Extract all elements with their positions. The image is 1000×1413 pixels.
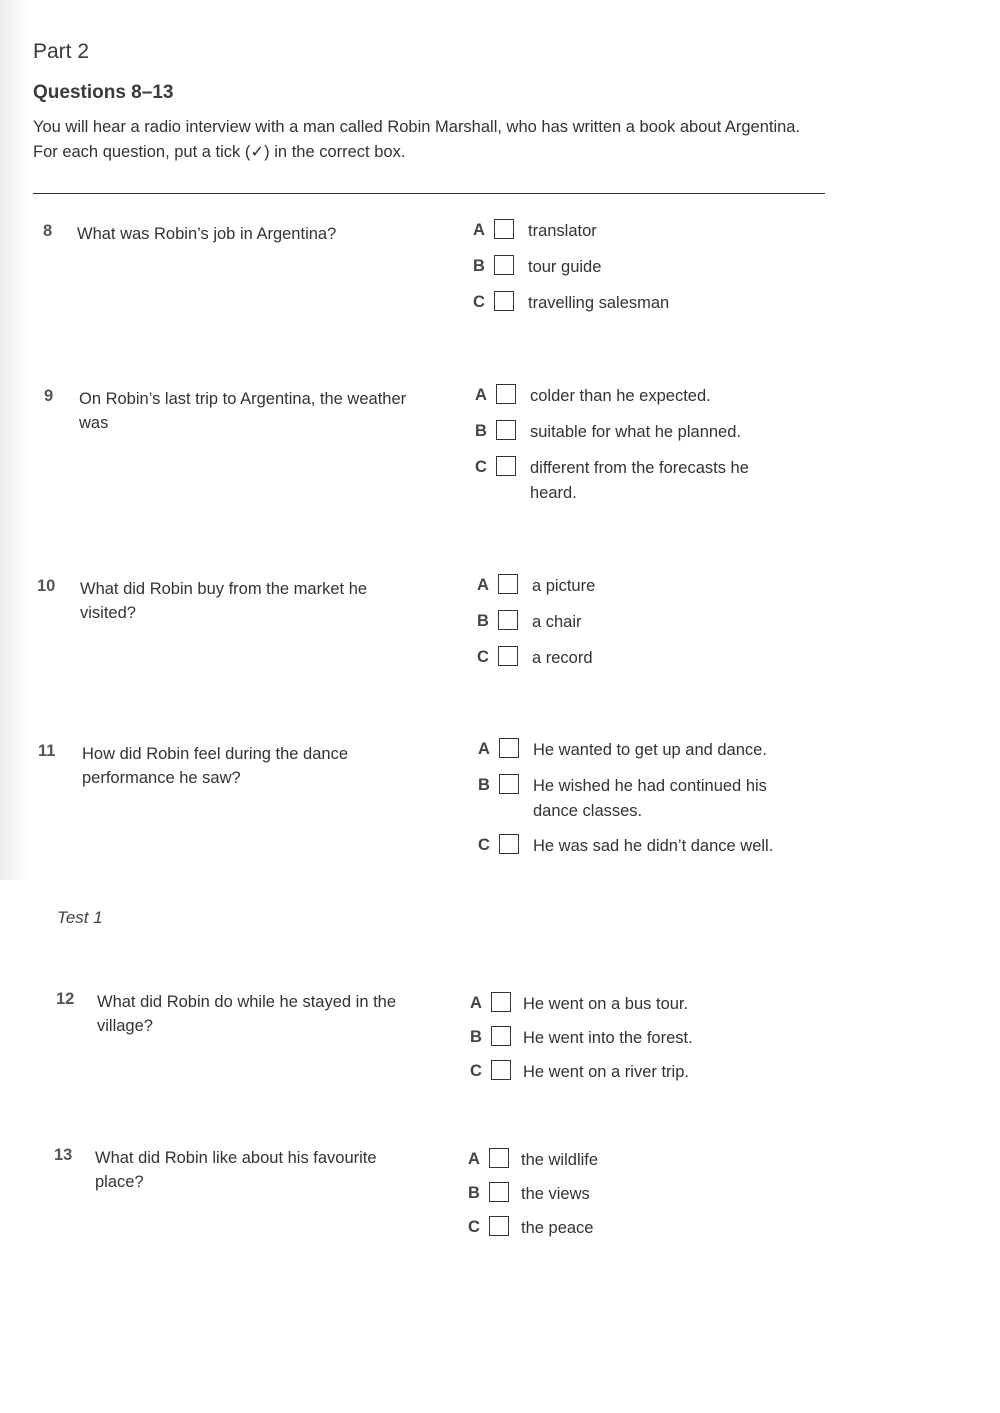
option-text: tour guide [528, 258, 602, 276]
option-text: He wanted to get up and dance. [533, 741, 767, 759]
checkbox[interactable] [498, 646, 518, 666]
option-letter: C [468, 1218, 480, 1236]
scan-shadow [0, 0, 30, 880]
question-number: 9 [44, 387, 54, 405]
question-text: What did Robin buy from the market he visited? [80, 580, 368, 622]
option-text: a chair [532, 613, 582, 631]
question-number: 10 [37, 577, 56, 595]
option-text: a picture [532, 577, 596, 595]
divider [33, 193, 825, 194]
checkbox[interactable] [494, 255, 514, 275]
question-text: What was Robin’s job in Argentina? [77, 225, 337, 243]
question-number: 8 [43, 222, 53, 240]
option-letter: C [478, 836, 490, 854]
question-text: How did Robin feel during the dance performance he saw? [82, 745, 349, 787]
checkbox[interactable] [496, 456, 516, 476]
test-label: Test 1 [57, 908, 103, 927]
option-letter: C [477, 648, 489, 666]
option-text: the wildlife [521, 1151, 599, 1169]
option-text: different from the forecasts he heard. [530, 459, 749, 502]
checkbox[interactable] [491, 992, 511, 1012]
option-letter: B [470, 1028, 482, 1046]
checkbox[interactable] [496, 420, 516, 440]
checkbox[interactable] [494, 291, 514, 311]
option-letter: A [468, 1150, 480, 1168]
option-text: He went on a bus tour. [523, 995, 689, 1013]
checkbox[interactable] [498, 610, 518, 630]
option-letter: A [473, 221, 485, 239]
option-text: colder than he expected. [530, 387, 711, 405]
checkbox[interactable] [498, 574, 518, 594]
part-title: Part 2 [33, 40, 90, 63]
checkbox[interactable] [491, 1060, 511, 1080]
question-text: What did Robin like about his favourite place? [95, 1149, 377, 1191]
option-text: He wished he had continued his dance classes. [533, 777, 767, 820]
question-text: What did Robin do while he stayed in the village? [97, 993, 397, 1035]
option-text: translator [528, 222, 597, 240]
option-letter: B [473, 257, 485, 275]
option-letter: B [475, 422, 487, 440]
questions-range: Questions 8–13 [33, 82, 174, 103]
checkbox[interactable] [489, 1182, 509, 1202]
checkbox[interactable] [496, 384, 516, 404]
option-text: travelling salesman [528, 294, 670, 312]
checkbox[interactable] [499, 738, 519, 758]
option-text: He was sad he didn’t dance well. [533, 837, 774, 855]
question-number: 13 [54, 1146, 73, 1164]
option-letter: B [478, 776, 490, 794]
checkbox[interactable] [494, 219, 514, 239]
option-letter: C [473, 293, 485, 311]
question-number: 11 [38, 742, 56, 760]
checkbox[interactable] [489, 1148, 509, 1168]
instructions [33, 115, 823, 165]
option-text: He went into the forest. [523, 1029, 693, 1047]
option-text: the peace [521, 1219, 594, 1237]
option-text: the views [521, 1185, 590, 1203]
option-letter: B [468, 1184, 480, 1202]
question-text: On Robin’s last trip to Argentina, the weather was [79, 390, 407, 432]
option-letter: A [475, 386, 487, 404]
option-letter: A [478, 740, 490, 758]
option-letter: C [470, 1062, 482, 1080]
tick-instruction: For each question, put a tick (✓) in the correct box. [33, 143, 406, 161]
option-letter: A [470, 994, 482, 1012]
checkbox[interactable] [491, 1026, 511, 1046]
checkbox[interactable] [499, 774, 519, 794]
option-letter: B [477, 612, 489, 630]
option-letter: A [477, 576, 489, 594]
question-number: 12 [56, 990, 75, 1008]
option-text: a record [532, 649, 593, 667]
option-letter: C [475, 458, 487, 476]
option-text: He went on a river trip. [523, 1063, 689, 1081]
checkbox[interactable] [499, 834, 519, 854]
checkbox[interactable] [489, 1216, 509, 1236]
intro-text: You will hear a radio interview with a man called Robin Marshall, who has written a book about Argentina. [33, 118, 801, 136]
option-text: suitable for what he planned. [530, 423, 741, 441]
